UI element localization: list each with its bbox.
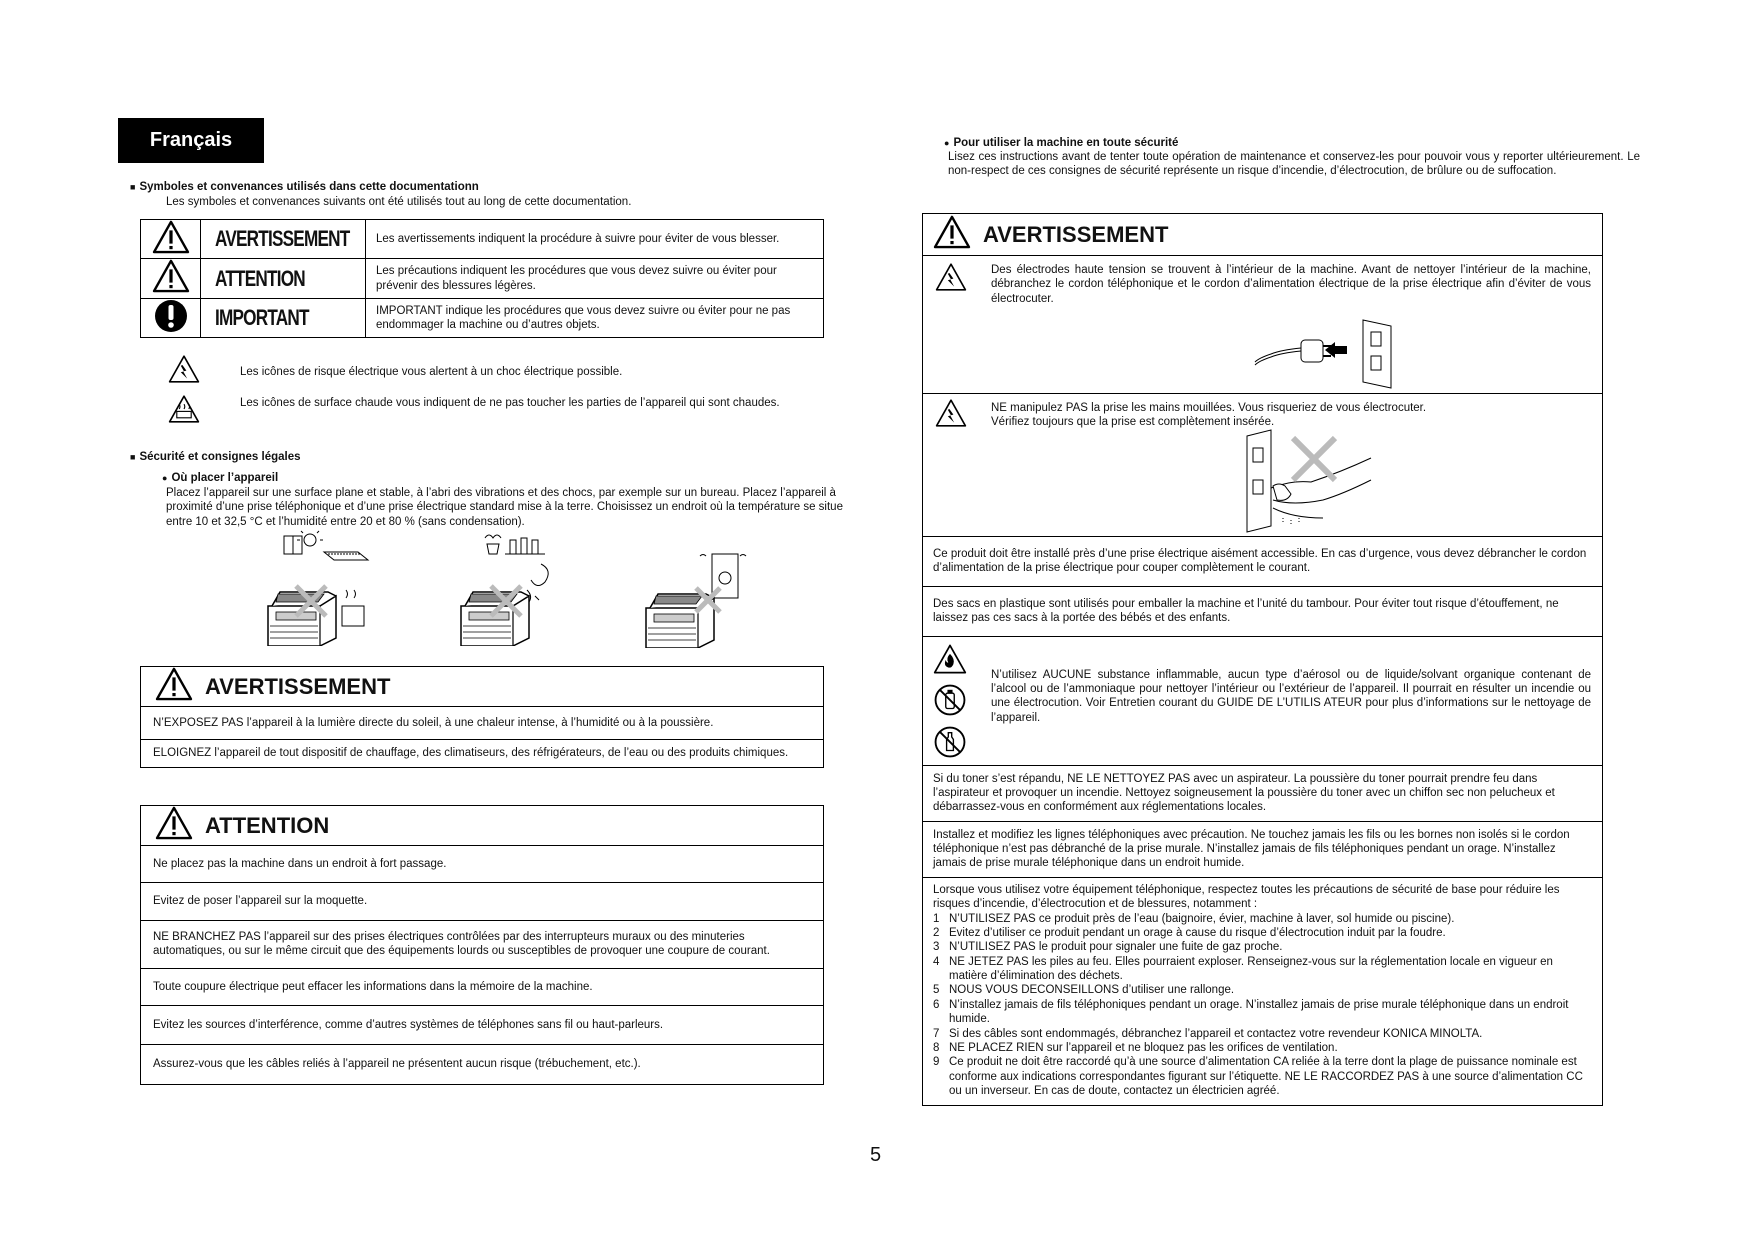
caution-row: Toute coupure électrique peut effacer les informations dans la mémoire de la machine. [141, 969, 823, 1006]
placement-illustration-heater [640, 550, 755, 650]
language-tab: Français [118, 118, 264, 163]
symbol-word: IMPORTANT [215, 305, 309, 331]
caution-row: Evitez de poser l’appareil sur la moquette. [141, 883, 823, 920]
warning-triangle-icon [155, 806, 193, 844]
warning-box-title: AVERTISSEMENT [983, 221, 1169, 247]
symbols-intro: Les symboles et convenances suivants ont été utilisés tout au long de cette documentation. [166, 196, 632, 208]
warning-box-header [141, 667, 823, 707]
symbol-row-important [141, 298, 824, 337]
placement-heading: ● Où placer l’appareil [162, 471, 278, 485]
wet-hands-illustration [1243, 428, 1373, 537]
symbol-row-avertissement [141, 220, 824, 259]
warning-row: N’EXPOSEZ PAS l’appareil à la lumière directe du soleil, à une chaleur intense, à l’humidité ou à la poussière. [141, 707, 823, 740]
list-item: 6 N’installez jamais de fils téléphoniques pendant un orage. N’installez jamais de prise murale téléphonique dans un endroit humide. [933, 998, 1569, 1026]
symbols-table [140, 219, 824, 338]
caution-row: NE BRANCHEZ PAS l’appareil sur des prises électriques contrôlées par des interrupteurs muraux ou des minuteries automatiques, ou sur le même circuit que des équipements lourds ou susceptibles de provoquer une coupure de courant. [141, 921, 823, 969]
accessible-outlet-row: Ce produit doit être installé près d’une prise électrique aisément accessible. En cas d’urgence, vous devez débrancher le cordon d’alimentation de la prise électrique pour couper complètement le courant. [923, 537, 1602, 587]
safe-use-heading: ● Pour utiliser la machine en toute sécurité [944, 136, 1178, 150]
list-item: 7 Si des câbles sont endommagés, débranchez l’appareil et contactez votre revendeur KONICA MINOLTA. [933, 1027, 1483, 1040]
hot-surface-icon [168, 394, 200, 428]
list-item: 9 Ce produit ne doit être raccordé qu’à une source d’alimentation CA reliée à la terre dont la plage de puissance nominale est conforme aux indications correspondantes figurant sur l’étiquette. NE LE RACCORDEZ PAS à une source d’alimentation CC ou un inverseur. En cas de doute, contactez un électricien agréé. [933, 1056, 1583, 1097]
unplug-illustration [1251, 318, 1401, 394]
right-warning-box [922, 213, 1603, 1106]
warning-triangle-icon [933, 215, 971, 253]
flammable-row [923, 637, 1602, 766]
electrodes-text: Des électrodes haute tension se trouvent à l’intérieur de la machine. Avant de nettoyer l’intérieur de la machine, débranchez le cordon téléphonique et le cordon d’alimentation électrique de la prise électrique afin d’éviter de vous électrocuter. [991, 264, 1591, 305]
caution-row: Evitez les sources d’interférence, comme d’autres systèmes de téléphones sans fil ou haut-parleurs. [141, 1006, 823, 1045]
electric-hazard-icon [168, 354, 200, 388]
warning-triangle-icon [141, 259, 201, 298]
plug-check-text: Vérifiez toujours que la prise est complètement insérée. [991, 416, 1275, 428]
electric-note: Les icônes de risque électrique vous alertent à un choc électrique possible. [240, 366, 623, 378]
symbol-word: AVERTISSEMENT [215, 226, 350, 252]
phone-lines-row: Installez et modifiez les lignes téléphoniques avec précaution. Ne touchez jamais les fils ou les bornes non isolés si le cordon téléphonique n’est pas débranché de la prise murale. N’installez jamais de fils téléphoniques pendant un orage. N’installez jamais de prise murale téléphonique dans un endroit humide. [923, 822, 1602, 878]
warning-box-header [923, 214, 1602, 256]
warning-triangle-icon [155, 667, 193, 705]
list-item: 1 N’UTILISEZ PAS ce produit près de l’eau (baignoire, évier, machine à laver, sol humide ou piscine). [933, 912, 1455, 925]
symbol-description: Les avertissements indiquent la procédure à suivre pour éviter de vous blesser. [366, 220, 824, 259]
list-item: 4 NE JETEZ PAS les piles au feu. Elles pourraient exploser. Renseignez-vous sur la réglementation locale en vigueur en matière d’élimination des déchets. [933, 955, 1553, 982]
no-aerosol-icon [933, 683, 967, 721]
placement-illustration-heat [262, 530, 377, 650]
safe-use-text: Lisez ces instructions avant de tenter toute opération de maintenance et conservez-les pour pouvoir vous y reporter ultérieurement. Le non-respect de ces consignes de sécurité représente un risque d’incendie, d’électrocution, de brûlure ou de suffocation. [948, 151, 1640, 178]
symbol-word: ATTENTION [215, 265, 305, 291]
symbols-heading: ■ Symboles et convenances utilisés dans cette documentationn [130, 180, 479, 194]
warning-row: ELOIGNEZ l’appareil de tout dispositif de chauffage, des climatiseurs, des réfrigérateurs, de l’eau ou des produits chimiques. [153, 747, 789, 760]
caution-row: Ne placez pas la machine dans un endroit à fort passage. [141, 846, 823, 883]
warning-box-title: AVERTISSEMENT [205, 673, 391, 699]
list-item: 3 N’UTILISEZ PAS le produit pour signaler une fuite de gaz proche. [933, 941, 1283, 954]
precautions-list [933, 912, 1592, 1099]
hot-note: Les icônes de surface chaude vous indiquent de ne pas toucher les parties de l’appareil qui sont chaudes. [240, 397, 780, 409]
left-caution-box [140, 805, 824, 1085]
list-item: 5 NOUS VOUS DECONSEILLONS d’utiliser une rallonge. [933, 984, 1235, 997]
placement-text: Placez l’appareil sur une surface plane et stable, à l’abri des vibrations et des chocs, par exemple sur un bureau. Placez l’appareil à proximité d’une prise téléphonique et d’une prise électrique standard mise à la terre. Choisissez un endroit où la température se situe entre 10 et 32,5 °C et l’humidité entre 20 et 80 % (sans condensation). [166, 487, 843, 528]
symbol-description: IMPORTANT indique les procédures que vous devez suivre ou éviter pour ne pas endommager la machine ou d’autres objets. [366, 298, 824, 337]
list-item: 8 NE PLACEZ RIEN sur l’appareil et ne bloquez pas les orifices de ventilation. [933, 1041, 1338, 1054]
caution-row: Assurez-vous que les câbles reliés à l’appareil ne présentent aucun risque (trébuchement, etc.). [153, 1058, 641, 1071]
caution-box-header [141, 806, 823, 846]
list-item: 2 Evitez d’utiliser ce produit pendant un orage à cause du risque d’électrocution induit par la foudre. [933, 926, 1446, 939]
flammable-text: N’utilisez AUCUNE substance inflammable, aucun type d’aérosol ou de liquide/solvant organique contenant de l’alcool ou de l’ammoniaque pour nettoyer l’intérieur ou l’extérieur de l’appareil. Il pourrait en résulter un incendie ou une électrocution. Voir Entretien courant du GUIDE DE L’UTILIS ATEUR pour plus d’informations sur le nettoyage de l’appareil. [991, 668, 1591, 724]
electrodes-row [923, 256, 1602, 394]
left-warning-box [140, 666, 824, 768]
no-solvent-icon [933, 725, 967, 763]
wet-hands-text: NE manipulez PAS la prise les mains mouillées. Vous risqueriez de vous électrocuter. [991, 402, 1427, 414]
page-number: 5 [870, 1144, 882, 1166]
safety-heading: ■ Sécurité et consignes légales [130, 450, 301, 464]
plastic-bags-row: Des sacs en plastique sont utilisés pour emballer la machine et l’unité du tambour. Pour éviter tout risque d’étouffement, ne laissez pas ces sacs à la portée des bébés et des enfants. [923, 587, 1602, 637]
caution-box-title: ATTENTION [205, 812, 330, 838]
exclamation-circle-icon [141, 298, 201, 337]
electric-hazard-icon [935, 262, 967, 296]
wet-hands-row [923, 394, 1602, 537]
precautions-intro: Lorsque vous utilisez votre équipement téléphonique, respectez toutes les précautions de sécurité de base pour réduire les risques d’incendie, d’électrocution et de blessures, notamment : [933, 883, 1560, 911]
fire-hazard-icon [933, 643, 967, 679]
symbol-row-attention [141, 259, 824, 298]
toner-row: Si du toner s’est répandu, NE LE NETTOYEZ PAS avec un aspirateur. La poussière du toner pourrait prendre feu dans l’aspirateur et provoquer un incendie. Nettoyez soigneusement la poussière du toner avec un chiffon sec non pelucheux et débarrassez-vous en conformément aux réglementations locales. [923, 766, 1602, 822]
phone-precautions-row [923, 878, 1602, 1106]
electric-hazard-icon [935, 398, 967, 432]
symbol-description: Les précautions indiquent les procédures que vous devez suivre ou éviter pour prévenir des blessures légères. [366, 259, 824, 298]
warning-triangle-icon [141, 220, 201, 259]
placement-illustration-water [455, 530, 575, 650]
